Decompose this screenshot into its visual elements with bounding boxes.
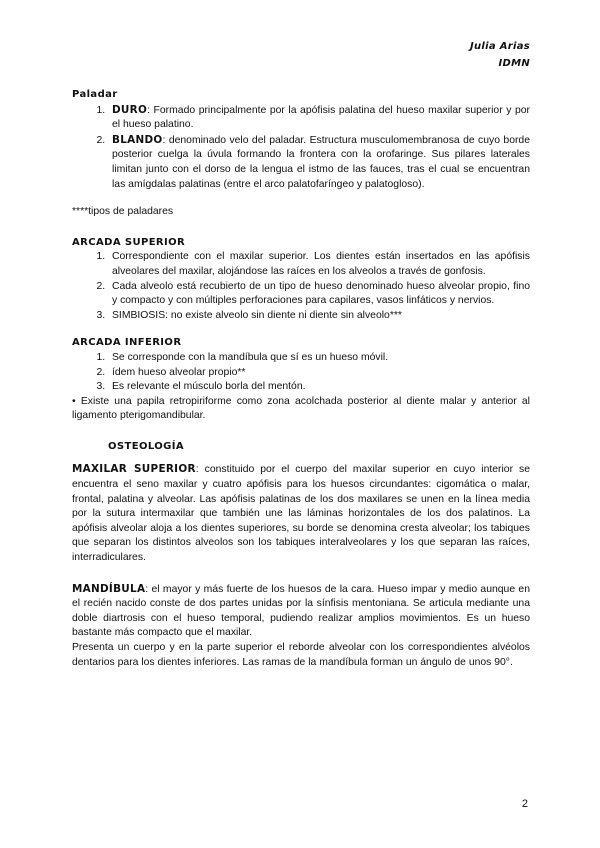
arcada-inferior-list: [72, 351, 530, 395]
arcada-inferior-title: ARCADA INFERIOR: [72, 337, 182, 349]
list-item: 2. Cada alveolo está recubierto de un tipo de hueso denominado hueso alveolar propio, fino y compacto y con múltiples perforaciones para capilares, vasos linfáticos y nervios.: [108, 280, 530, 309]
list-item: 2. ídem hueso alveolar propio**: [108, 366, 530, 381]
paladar-title: Paladar: [72, 89, 118, 100]
list-item: 3. Es relevante el músculo borla del mentón.: [108, 380, 530, 395]
list-item: [108, 133, 530, 192]
osteologia-title: OSTEOLOGÍA: [108, 440, 185, 452]
list-item: 3. SIMBIOSIS: no existe alveolo sin diente ni diente sin alveolo***: [108, 309, 530, 324]
maxilar-paragraph: [72, 462, 530, 565]
mandibula-paragraph: [72, 582, 530, 641]
list-item: 1. Correspondiente con el maxilar superior. Los dientes están insertados en las apófisis alveolares del maxilar, alojándose las raíces en los alveolos a través de gonfosis.: [108, 250, 530, 279]
item-text: : Formado principalmente por la apófisis palatina del hueso maxilar superior y por el hueso palatino.: [112, 104, 530, 131]
author-name: Julia Arias: [469, 41, 530, 52]
paragraph-text: : el mayor y más fuerte de los huesos de la cara. Hueso impar y medio aunque en el recién nacido conste de dos partes unidas por la sínfisis mentoniana. Se articula mediante una doble diartrosis con el hueso temporal, pudiendo realizar amplios movimientos. Es un hueso bastante más compacto que el maxilar.: [72, 583, 530, 639]
document-body: [72, 88, 530, 670]
retromolar-bullet: • Existe una papila retropiriforme como zona acolchada posterior al diente malar y anterior al ligamento pterigomandibular.: [72, 395, 530, 422]
term-blando: BLANDO: [112, 133, 163, 146]
course-name: IDMN: [498, 58, 530, 69]
term-maxilar-superior: MAXILAR SUPERIOR: [72, 463, 196, 476]
mandibula-paragraph-2: Presenta un cuerpo y en la parte superior el reborde alveolar con los correspondientes alvéolos dentarios para los dientes inferiores. Las ramas de la mandíbula forman un ángulo de unos 90°.: [72, 642, 530, 668]
paladar-note: ****tipos de paladares: [72, 206, 174, 218]
arcada-superior-title: ARCADA SUPERIOR: [72, 236, 186, 248]
list-item: [108, 103, 530, 133]
term-duro: DURO: [112, 103, 148, 116]
item-text: : denominado velo del paladar. Estructura musculomembranosa de cuyo borde posterior cuelga la úvula formando la frontera con la orofaringe. Sus pilares laterales limitan junto con el dorso de la lengua el istmo de las fauces, tras el cual se encuentran las amígdalas palatinas (entre el arco palatofaríngeo y palatogloso).: [112, 134, 530, 190]
list-item: 1. Se corresponde con la mandíbula que sí es un hueso móvil.: [108, 351, 530, 366]
paladar-list: [72, 103, 530, 193]
arcada-superior-list: [72, 250, 530, 323]
term-mandibula: MANDÍBULA: [72, 582, 146, 595]
page-number: 2: [521, 798, 528, 810]
paragraph-text: : constituido por el cuerpo del maxilar superior en cuyo interior se encuentra el seno maxilar y cuatro apófisis para los huesos circundantes: cigomática o malar, frontal, palatina y alveolar. Las apófisis palatinas de los dos maxilares se unen en la línea media por la sutura intermaxilar que también une las láminas horizontales de los dos palatinos. La apófisis alveolar aloja a los dientes superiores, su borde se denomina cresta alveolar; los tabiques que separan los distintos alveolos son los tabiques interalveolares y los que separan las raíces, interradiculares.: [72, 464, 530, 564]
